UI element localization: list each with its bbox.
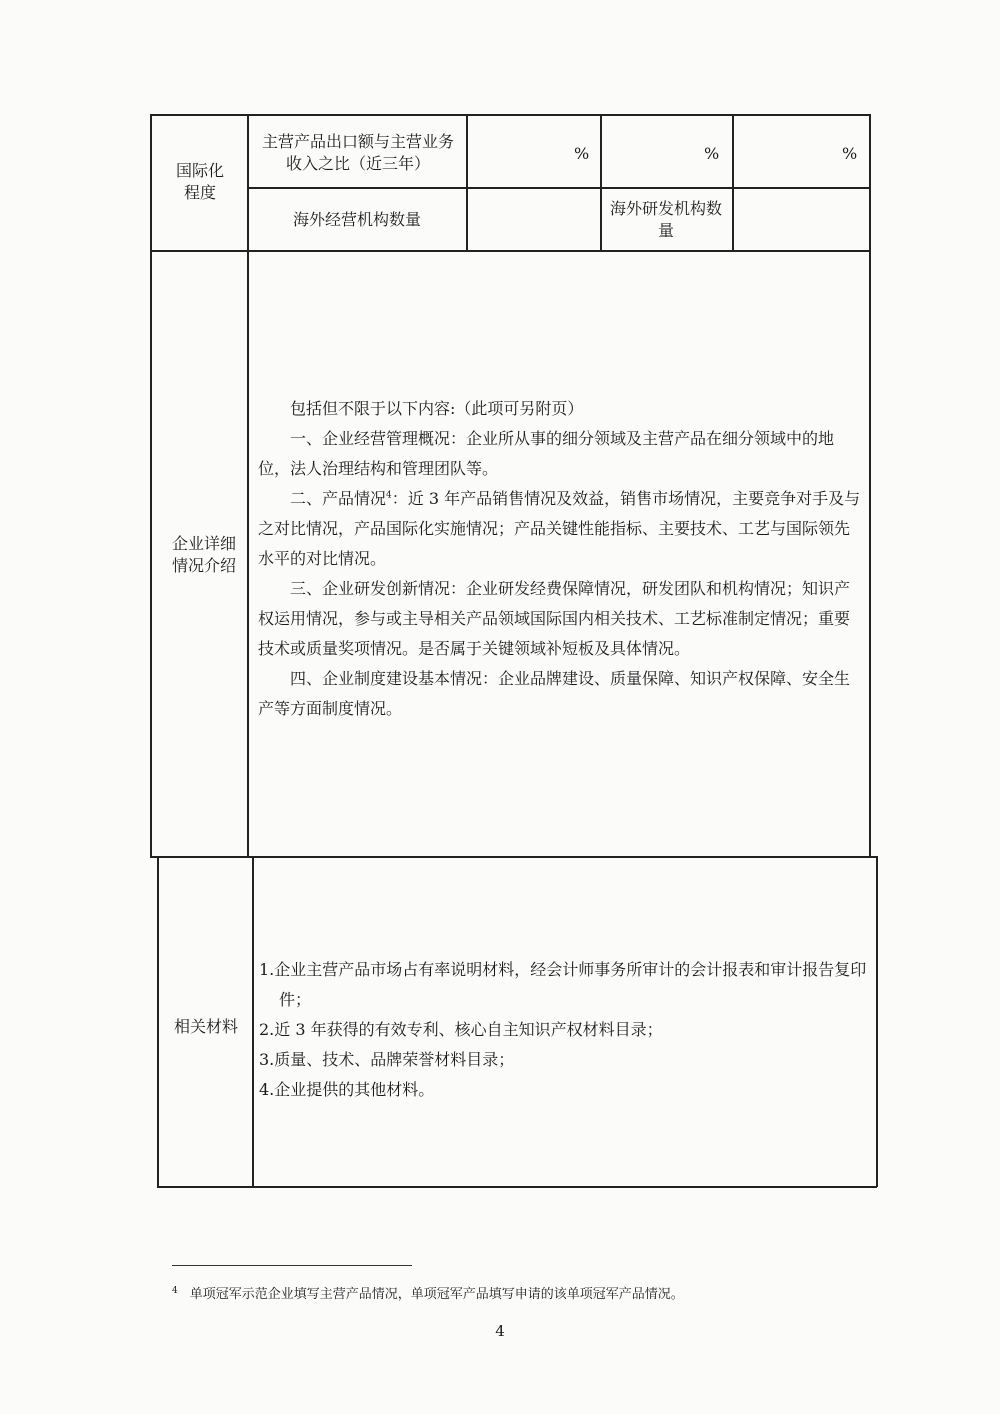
table-border bbox=[247, 114, 249, 857]
materials-item: 3.质量、技术、品牌荣誉材料目录； bbox=[259, 1050, 515, 1069]
overseas-rd-label bbox=[610, 196, 722, 244]
table-border bbox=[732, 114, 734, 251]
details-item-2-tail: ：近 3 年产品销售情况及效益，销售市场情况，主要竞争对手及与之对比情况，产品国际化实施情况；产品关键性能指标、主要技术、工艺与国际领先水平的对比情况。 bbox=[258, 489, 861, 568]
materials-item: 2.近 3 年获得的有效专利、核心自主知识产权材料目录； bbox=[259, 1020, 663, 1039]
percent-year-1: % bbox=[574, 144, 590, 163]
table-border bbox=[150, 250, 870, 252]
overseas-ops-value[interactable] bbox=[468, 190, 598, 248]
details-item-4: 四、企业制度建设基本情况：企业品牌建设、质量保障、知识产权保障、安全生产等方面制度情况。 bbox=[258, 669, 851, 718]
details-label bbox=[168, 530, 240, 580]
details-label-text: 企业详细情况介绍 bbox=[171, 534, 236, 575]
overseas-rd-value[interactable] bbox=[735, 190, 867, 248]
footnote-text: 单项冠军示范企业填写主营产品情况，单项冠军产品填写申请的该单项冠军产品情况。 bbox=[189, 1287, 684, 1302]
table-border bbox=[157, 1186, 877, 1188]
details-item-1: 一、企业经营管理概况：企业所从事的细分领域及主营产品在细分领域中的地位，法人治理结构和管理团队等。 bbox=[258, 429, 835, 478]
table-border bbox=[600, 114, 602, 251]
details-intro: 包括但不限于以下内容:（此项可另附页） bbox=[290, 399, 584, 418]
table-border bbox=[247, 187, 870, 189]
footnote-divider bbox=[172, 1265, 412, 1266]
internationalization-label-text: 国际化程度 bbox=[176, 161, 225, 202]
percent-year-2: % bbox=[704, 144, 720, 163]
table-border bbox=[157, 856, 159, 1187]
overseas-rd-label-text: 海外研发机构数量 bbox=[610, 199, 723, 240]
export-ratio-label-text: 主营产品出口额与主营业务收入之比（近三年） bbox=[262, 132, 455, 173]
footnote bbox=[172, 1283, 684, 1302]
details-content[interactable] bbox=[258, 394, 862, 724]
materials-label bbox=[166, 1014, 246, 1040]
footnote-ref: 4 bbox=[386, 490, 392, 501]
internationalization-label bbox=[176, 152, 224, 212]
overseas-ops-label bbox=[250, 206, 464, 234]
table-border bbox=[869, 114, 871, 857]
materials-label-text: 相关材料 bbox=[173, 1017, 238, 1036]
table-border bbox=[150, 856, 877, 858]
table-border bbox=[150, 114, 870, 116]
footnote-mark: 4 bbox=[172, 1285, 178, 1296]
export-ratio-label bbox=[262, 130, 454, 176]
details-item-2-head: 二、产品情况 bbox=[290, 489, 387, 508]
materials-item: 1.企业主营产品市场占有率说明材料，经会计师事务所审计的会计报表和审计报告复印件； bbox=[259, 960, 867, 1009]
overseas-ops-label-text: 海外经营机构数量 bbox=[292, 210, 421, 229]
table-border bbox=[876, 856, 878, 1187]
details-item-3: 三、企业研发创新情况：企业研发经费保障情况，研发团队和机构情况；知识产权运用情况，参与或主导相关产品领域国际国内相关技术、工艺标准制定情况；重要技术或质量奖项情况。是否属于关键领域补短板及具体情况。 bbox=[258, 579, 851, 658]
table-border bbox=[252, 856, 254, 1187]
table-border bbox=[150, 114, 152, 857]
materials-item: 4.企业提供的其他材料。 bbox=[259, 1080, 435, 1099]
materials-content[interactable] bbox=[259, 955, 871, 1105]
details-item-2 bbox=[258, 484, 862, 574]
page-number: 4 bbox=[495, 1322, 505, 1340]
percent-year-3: % bbox=[842, 144, 858, 163]
